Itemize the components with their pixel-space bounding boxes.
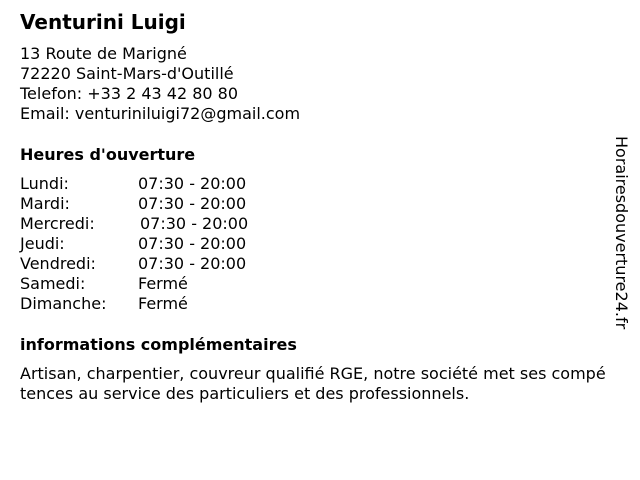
city-address: 72220 Saint-Mars-d'Outillé bbox=[20, 64, 234, 83]
time-value: Fermé bbox=[138, 274, 188, 293]
day-label: Jeudi: bbox=[20, 234, 65, 253]
day-label: Mercredi: bbox=[20, 214, 95, 233]
street-address: 13 Route de Marigné bbox=[20, 44, 187, 63]
contact-block bbox=[20, 44, 300, 124]
time-value: Fermé bbox=[138, 294, 188, 313]
day-label: Vendredi: bbox=[20, 254, 96, 273]
time-value: 07:30 - 20:00 bbox=[140, 214, 249, 233]
day-label: Dimanche: bbox=[20, 294, 107, 313]
info-heading: informations complémentaires bbox=[20, 335, 297, 354]
phone-number: Telefon: +33 2 43 42 80 80 bbox=[20, 84, 239, 103]
site-watermark: Horairesdouverture24.fr bbox=[612, 136, 631, 330]
time-value: 07:30 - 20:00 bbox=[138, 194, 247, 213]
day-label: Lundi: bbox=[20, 174, 69, 193]
info-description: Artisan, charpentier, couvreur qualifié RGE, notre société met ses compétences au service des particuliers et des professionnels. bbox=[20, 364, 606, 403]
business-name: Venturini Luigi bbox=[20, 10, 186, 34]
day-label: Samedi: bbox=[20, 274, 86, 293]
time-value: 07:30 - 20:00 bbox=[138, 254, 247, 273]
time-value: 07:30 - 20:00 bbox=[138, 234, 247, 253]
email-address: Email: venturiniluigi72@gmail.com bbox=[20, 104, 301, 123]
day-label: Mardi: bbox=[20, 194, 70, 213]
hours-heading: Heures d'ouverture bbox=[20, 145, 196, 164]
time-value: 07:30 - 20:00 bbox=[138, 174, 247, 193]
